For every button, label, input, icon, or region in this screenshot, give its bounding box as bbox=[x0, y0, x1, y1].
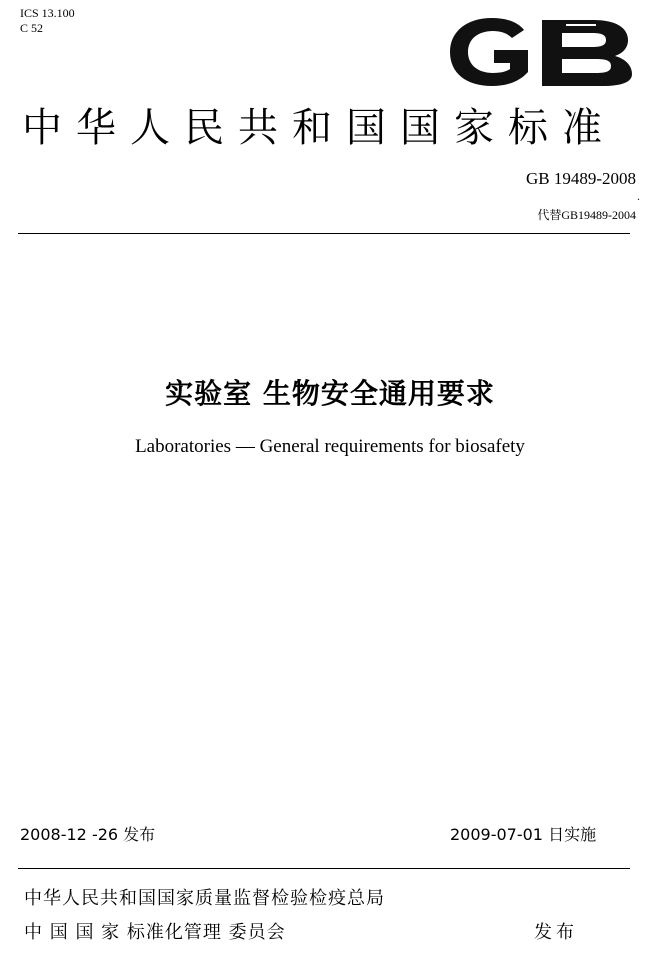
ics-code: ICS 13.100 bbox=[20, 6, 75, 20]
dot-mark: . bbox=[636, 192, 640, 203]
national-standard-heading: 中华人民共和国国家标准 bbox=[22, 105, 616, 151]
issue-date: 2008-12 -26 发布 bbox=[20, 825, 156, 844]
implementation-date: 2009-07-01 日实施 bbox=[450, 825, 597, 844]
standard-number: GB 19489-2008 bbox=[525, 169, 636, 188]
gb-logo-icon bbox=[446, 16, 636, 88]
top-divider bbox=[18, 233, 630, 234]
publish-label: 发布 bbox=[534, 922, 578, 943]
replaces-standard: 代替GB19489-2004 bbox=[537, 208, 636, 222]
issuer-sac: 中 国 国 家 标准化管理 委员会 bbox=[24, 922, 286, 943]
ccs-code: C 52 bbox=[20, 21, 44, 35]
document-title-english: Laboratories — General requirements for biosafety bbox=[135, 436, 525, 457]
issuer-aqsiq: 中华人民共和国国家质量监督检验检疫总局 bbox=[24, 888, 385, 909]
bottom-divider bbox=[18, 868, 630, 869]
document-title-chinese: 实验室 生物安全通用要求 bbox=[165, 377, 495, 410]
